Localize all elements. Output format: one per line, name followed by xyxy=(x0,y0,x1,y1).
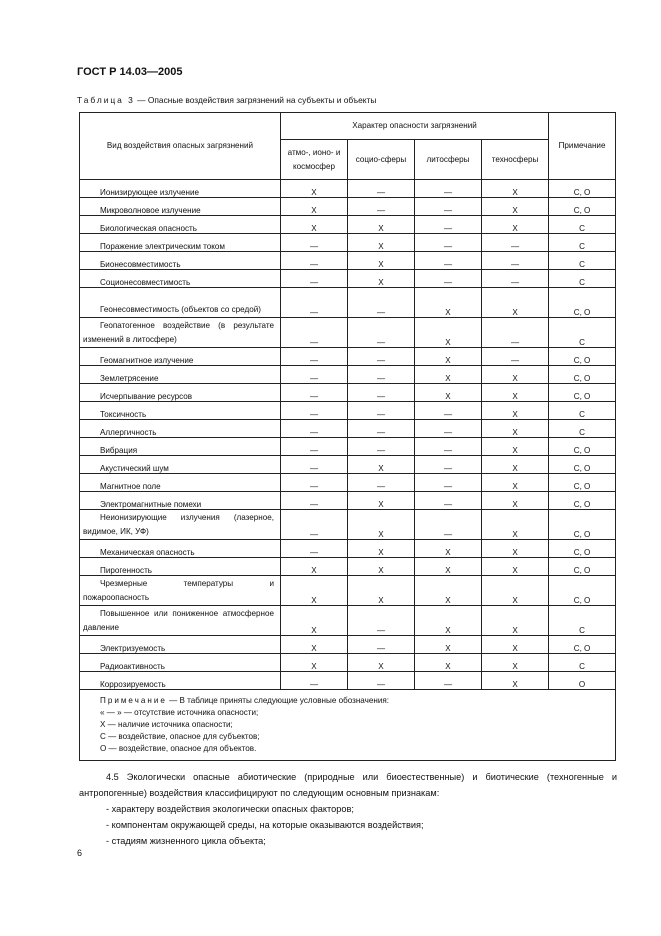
row-value: — xyxy=(482,348,549,366)
row-note: C, O xyxy=(549,348,616,366)
row-value: — xyxy=(348,180,415,198)
row-label: Исчерпывание ресурсов xyxy=(80,384,281,402)
table-row xyxy=(80,558,616,576)
table-row xyxy=(80,318,616,348)
row-value: X xyxy=(482,606,549,636)
row-value: X xyxy=(482,510,549,540)
row-value: — xyxy=(281,672,348,690)
note-intro: — В таблице приняты следующие условные обозначения: xyxy=(166,696,389,705)
row-value: X xyxy=(281,198,348,216)
row-label: Электризуемость xyxy=(80,636,281,654)
row-value: X xyxy=(482,402,549,420)
row-value: — xyxy=(415,198,482,216)
header-technosphere: техносферы xyxy=(482,140,549,180)
table-row xyxy=(80,366,616,384)
row-label: Соционесовместимость xyxy=(80,270,281,288)
row-label: Радиоактивность xyxy=(80,654,281,672)
table-row xyxy=(80,456,616,474)
bullet-item: - характеру воздействия экологически опасных факторов; xyxy=(106,804,354,814)
row-value: — xyxy=(281,318,348,348)
row-note: C, O xyxy=(549,366,616,384)
header-hazard-nature: Характер опасности загрязнений xyxy=(281,113,549,140)
row-value: X xyxy=(482,420,549,438)
row-value: — xyxy=(348,672,415,690)
row-value: — xyxy=(281,402,348,420)
row-note: C, O xyxy=(549,288,616,318)
row-label: Пирогенность xyxy=(80,558,281,576)
row-note: C xyxy=(549,234,616,252)
row-value: X xyxy=(281,558,348,576)
table-row xyxy=(80,348,616,366)
row-value: X xyxy=(482,558,549,576)
row-value: X xyxy=(415,384,482,402)
header-impact-type: Вид воздействия опасных загрязнений xyxy=(80,113,281,180)
table-row xyxy=(80,540,616,558)
table-row xyxy=(80,492,616,510)
table-row xyxy=(80,636,616,654)
row-value: — xyxy=(482,270,549,288)
row-value: X xyxy=(281,216,348,234)
row-value: — xyxy=(281,456,348,474)
row-value: X xyxy=(482,636,549,654)
row-value: X xyxy=(482,654,549,672)
row-note: C, O xyxy=(549,492,616,510)
row-note: C, O xyxy=(549,558,616,576)
row-value: — xyxy=(415,402,482,420)
row-note: C xyxy=(549,270,616,288)
row-value: X xyxy=(281,636,348,654)
row-value: — xyxy=(348,288,415,318)
row-value: X xyxy=(348,234,415,252)
row-value: — xyxy=(415,180,482,198)
table-note xyxy=(80,690,616,761)
row-value: — xyxy=(415,672,482,690)
row-label: Землетрясение xyxy=(80,366,281,384)
row-value: — xyxy=(281,420,348,438)
row-value: X xyxy=(482,198,549,216)
row-value: X xyxy=(281,180,348,198)
row-value: — xyxy=(348,474,415,492)
row-note: C, O xyxy=(549,510,616,540)
row-value: X xyxy=(415,558,482,576)
row-value: — xyxy=(281,270,348,288)
row-label: Электромагнитные помехи xyxy=(80,492,281,510)
table-caption-text: — Опасные воздействия загрязнений на субъекты и объекты xyxy=(134,95,377,105)
row-value: X xyxy=(482,438,549,456)
row-value: X xyxy=(482,180,549,198)
paragraph-text: 4.5 Экологически опасные абиотические (природные или биоестественные) и биотические (техногенные и антропогенные) воздействия классифицируют по следующим основным признакам: xyxy=(79,772,617,798)
table-row xyxy=(80,234,616,252)
row-value: — xyxy=(348,348,415,366)
row-label: Геопатогенное воздействие (в результате изменений в литосфере) xyxy=(80,318,281,348)
row-value: — xyxy=(415,270,482,288)
row-value: X xyxy=(482,216,549,234)
row-note: C, O xyxy=(549,474,616,492)
row-label: Механическая опасность xyxy=(80,540,281,558)
row-value: X xyxy=(415,654,482,672)
table-row xyxy=(80,288,616,318)
row-value: — xyxy=(348,384,415,402)
row-note: C, O xyxy=(549,456,616,474)
table-caption-prefix: Таблица 3 xyxy=(77,95,135,105)
row-value: X xyxy=(415,348,482,366)
row-value: X xyxy=(482,288,549,318)
row-value: — xyxy=(281,438,348,456)
row-note: C, O xyxy=(549,576,616,606)
header-note: Примечание xyxy=(549,113,616,180)
row-value: — xyxy=(281,234,348,252)
row-note: C xyxy=(549,606,616,636)
row-value: — xyxy=(281,348,348,366)
header-sociosphere: социо-сферы xyxy=(348,140,415,180)
row-value: — xyxy=(281,384,348,402)
row-note: C xyxy=(549,420,616,438)
row-value: X xyxy=(482,456,549,474)
row-value: X xyxy=(482,384,549,402)
row-value: X xyxy=(415,366,482,384)
table-caption xyxy=(77,95,376,105)
row-value: — xyxy=(348,402,415,420)
row-value: X xyxy=(348,654,415,672)
row-label: Повышенное или пониженное атмосферное давление xyxy=(80,606,281,636)
row-value: X xyxy=(348,558,415,576)
row-note: O xyxy=(549,672,616,690)
row-value: X xyxy=(415,636,482,654)
row-value: — xyxy=(348,438,415,456)
row-value: X xyxy=(482,672,549,690)
row-label: Вибрация xyxy=(80,438,281,456)
row-value: X xyxy=(415,288,482,318)
row-note: C xyxy=(549,402,616,420)
note-line: X — наличие источника опасности; xyxy=(100,720,233,729)
table-row xyxy=(80,420,616,438)
row-value: X xyxy=(348,252,415,270)
row-value: X xyxy=(415,318,482,348)
row-value: X xyxy=(281,576,348,606)
row-note: C, O xyxy=(549,180,616,198)
row-label: Геомагнитное излучение xyxy=(80,348,281,366)
row-note: C, O xyxy=(549,636,616,654)
document-header: ГОСТ Р 14.03—2005 xyxy=(77,66,183,78)
row-note: C xyxy=(549,252,616,270)
row-label: Коррозируемость xyxy=(80,672,281,690)
row-value: X xyxy=(348,270,415,288)
header-atmosphere: атмо-, ионо- и космосфер xyxy=(281,140,348,180)
row-value: — xyxy=(415,492,482,510)
row-value: — xyxy=(281,252,348,270)
row-value: X xyxy=(415,576,482,606)
table-row xyxy=(80,474,616,492)
row-value: X xyxy=(348,576,415,606)
row-label: Биологическая опасность xyxy=(80,216,281,234)
row-note: C, O xyxy=(549,540,616,558)
table-row xyxy=(80,198,616,216)
row-value: — xyxy=(348,198,415,216)
row-value: — xyxy=(415,252,482,270)
row-value: — xyxy=(281,288,348,318)
table-row xyxy=(80,510,616,540)
table-row xyxy=(80,606,616,636)
row-label: Чрезмерные температуры и пожароопасность xyxy=(80,576,281,606)
row-note: C xyxy=(549,654,616,672)
row-value: — xyxy=(281,474,348,492)
row-value: X xyxy=(415,606,482,636)
table-note-row xyxy=(80,690,616,761)
row-label: Микроволновое излучение xyxy=(80,198,281,216)
row-value: X xyxy=(281,606,348,636)
note-line: C — воздействие, опасное для субъектов; xyxy=(100,732,260,741)
row-label: Неионизирующие излучения (лазерное, видимое, ИК, УФ) xyxy=(80,510,281,540)
row-value: — xyxy=(482,234,549,252)
row-value: X xyxy=(482,492,549,510)
row-label: Акустический шум xyxy=(80,456,281,474)
row-value: X xyxy=(348,216,415,234)
row-value: — xyxy=(415,456,482,474)
row-value: — xyxy=(415,438,482,456)
bullet-item: - компонентам окружающей среды, на которые оказываются воздействия; xyxy=(106,820,424,830)
row-value: X xyxy=(348,492,415,510)
row-value: X xyxy=(348,456,415,474)
paragraph xyxy=(79,769,617,849)
note-line: O — воздействие, опасное для объектов. xyxy=(100,744,257,753)
row-value: X xyxy=(482,576,549,606)
row-label: Бионесовместимость xyxy=(80,252,281,270)
row-value: — xyxy=(281,510,348,540)
row-value: — xyxy=(415,510,482,540)
row-value: — xyxy=(281,540,348,558)
row-value: — xyxy=(348,366,415,384)
row-value: — xyxy=(415,474,482,492)
table-row xyxy=(80,654,616,672)
row-value: X xyxy=(415,540,482,558)
header-lithosphere: литосферы xyxy=(415,140,482,180)
table-row xyxy=(80,180,616,198)
row-note: C xyxy=(549,216,616,234)
page-number: 6 xyxy=(77,848,83,858)
row-label: Магнитное поле xyxy=(80,474,281,492)
table-row xyxy=(80,384,616,402)
table-row xyxy=(80,402,616,420)
row-value: — xyxy=(348,318,415,348)
row-label: Токсичность xyxy=(80,402,281,420)
row-note: C, O xyxy=(549,384,616,402)
row-value: X xyxy=(281,654,348,672)
row-label: Ионизирующее излучение xyxy=(80,180,281,198)
table-row xyxy=(80,672,616,690)
row-label: Поражение электрическим током xyxy=(80,234,281,252)
table-row xyxy=(80,438,616,456)
row-label: Аллергичность xyxy=(80,420,281,438)
row-note: C, O xyxy=(549,198,616,216)
row-value: — xyxy=(348,636,415,654)
row-value: — xyxy=(482,318,549,348)
table-row xyxy=(80,216,616,234)
row-note: C, O xyxy=(549,438,616,456)
row-value: — xyxy=(348,606,415,636)
note-line: « — » — отсутствие источника опасности; xyxy=(100,708,259,717)
row-value: — xyxy=(415,216,482,234)
row-value: — xyxy=(415,234,482,252)
table-row xyxy=(80,270,616,288)
table-row xyxy=(80,576,616,606)
row-value: — xyxy=(281,366,348,384)
row-value: — xyxy=(348,420,415,438)
row-value: X xyxy=(348,540,415,558)
row-note: C xyxy=(549,318,616,348)
bullet-item: - стадиям жизненного цикла объекта; xyxy=(106,836,266,846)
row-value: X xyxy=(482,366,549,384)
hazards-table xyxy=(79,112,616,761)
row-value: — xyxy=(281,492,348,510)
table-row xyxy=(80,252,616,270)
row-value: — xyxy=(415,420,482,438)
row-value: X xyxy=(348,510,415,540)
row-label: Геонесовместимость (объектов со средой) xyxy=(80,288,281,318)
note-title: Примечание xyxy=(100,696,167,705)
row-value: — xyxy=(482,252,549,270)
row-value: X xyxy=(482,540,549,558)
row-value: X xyxy=(482,474,549,492)
